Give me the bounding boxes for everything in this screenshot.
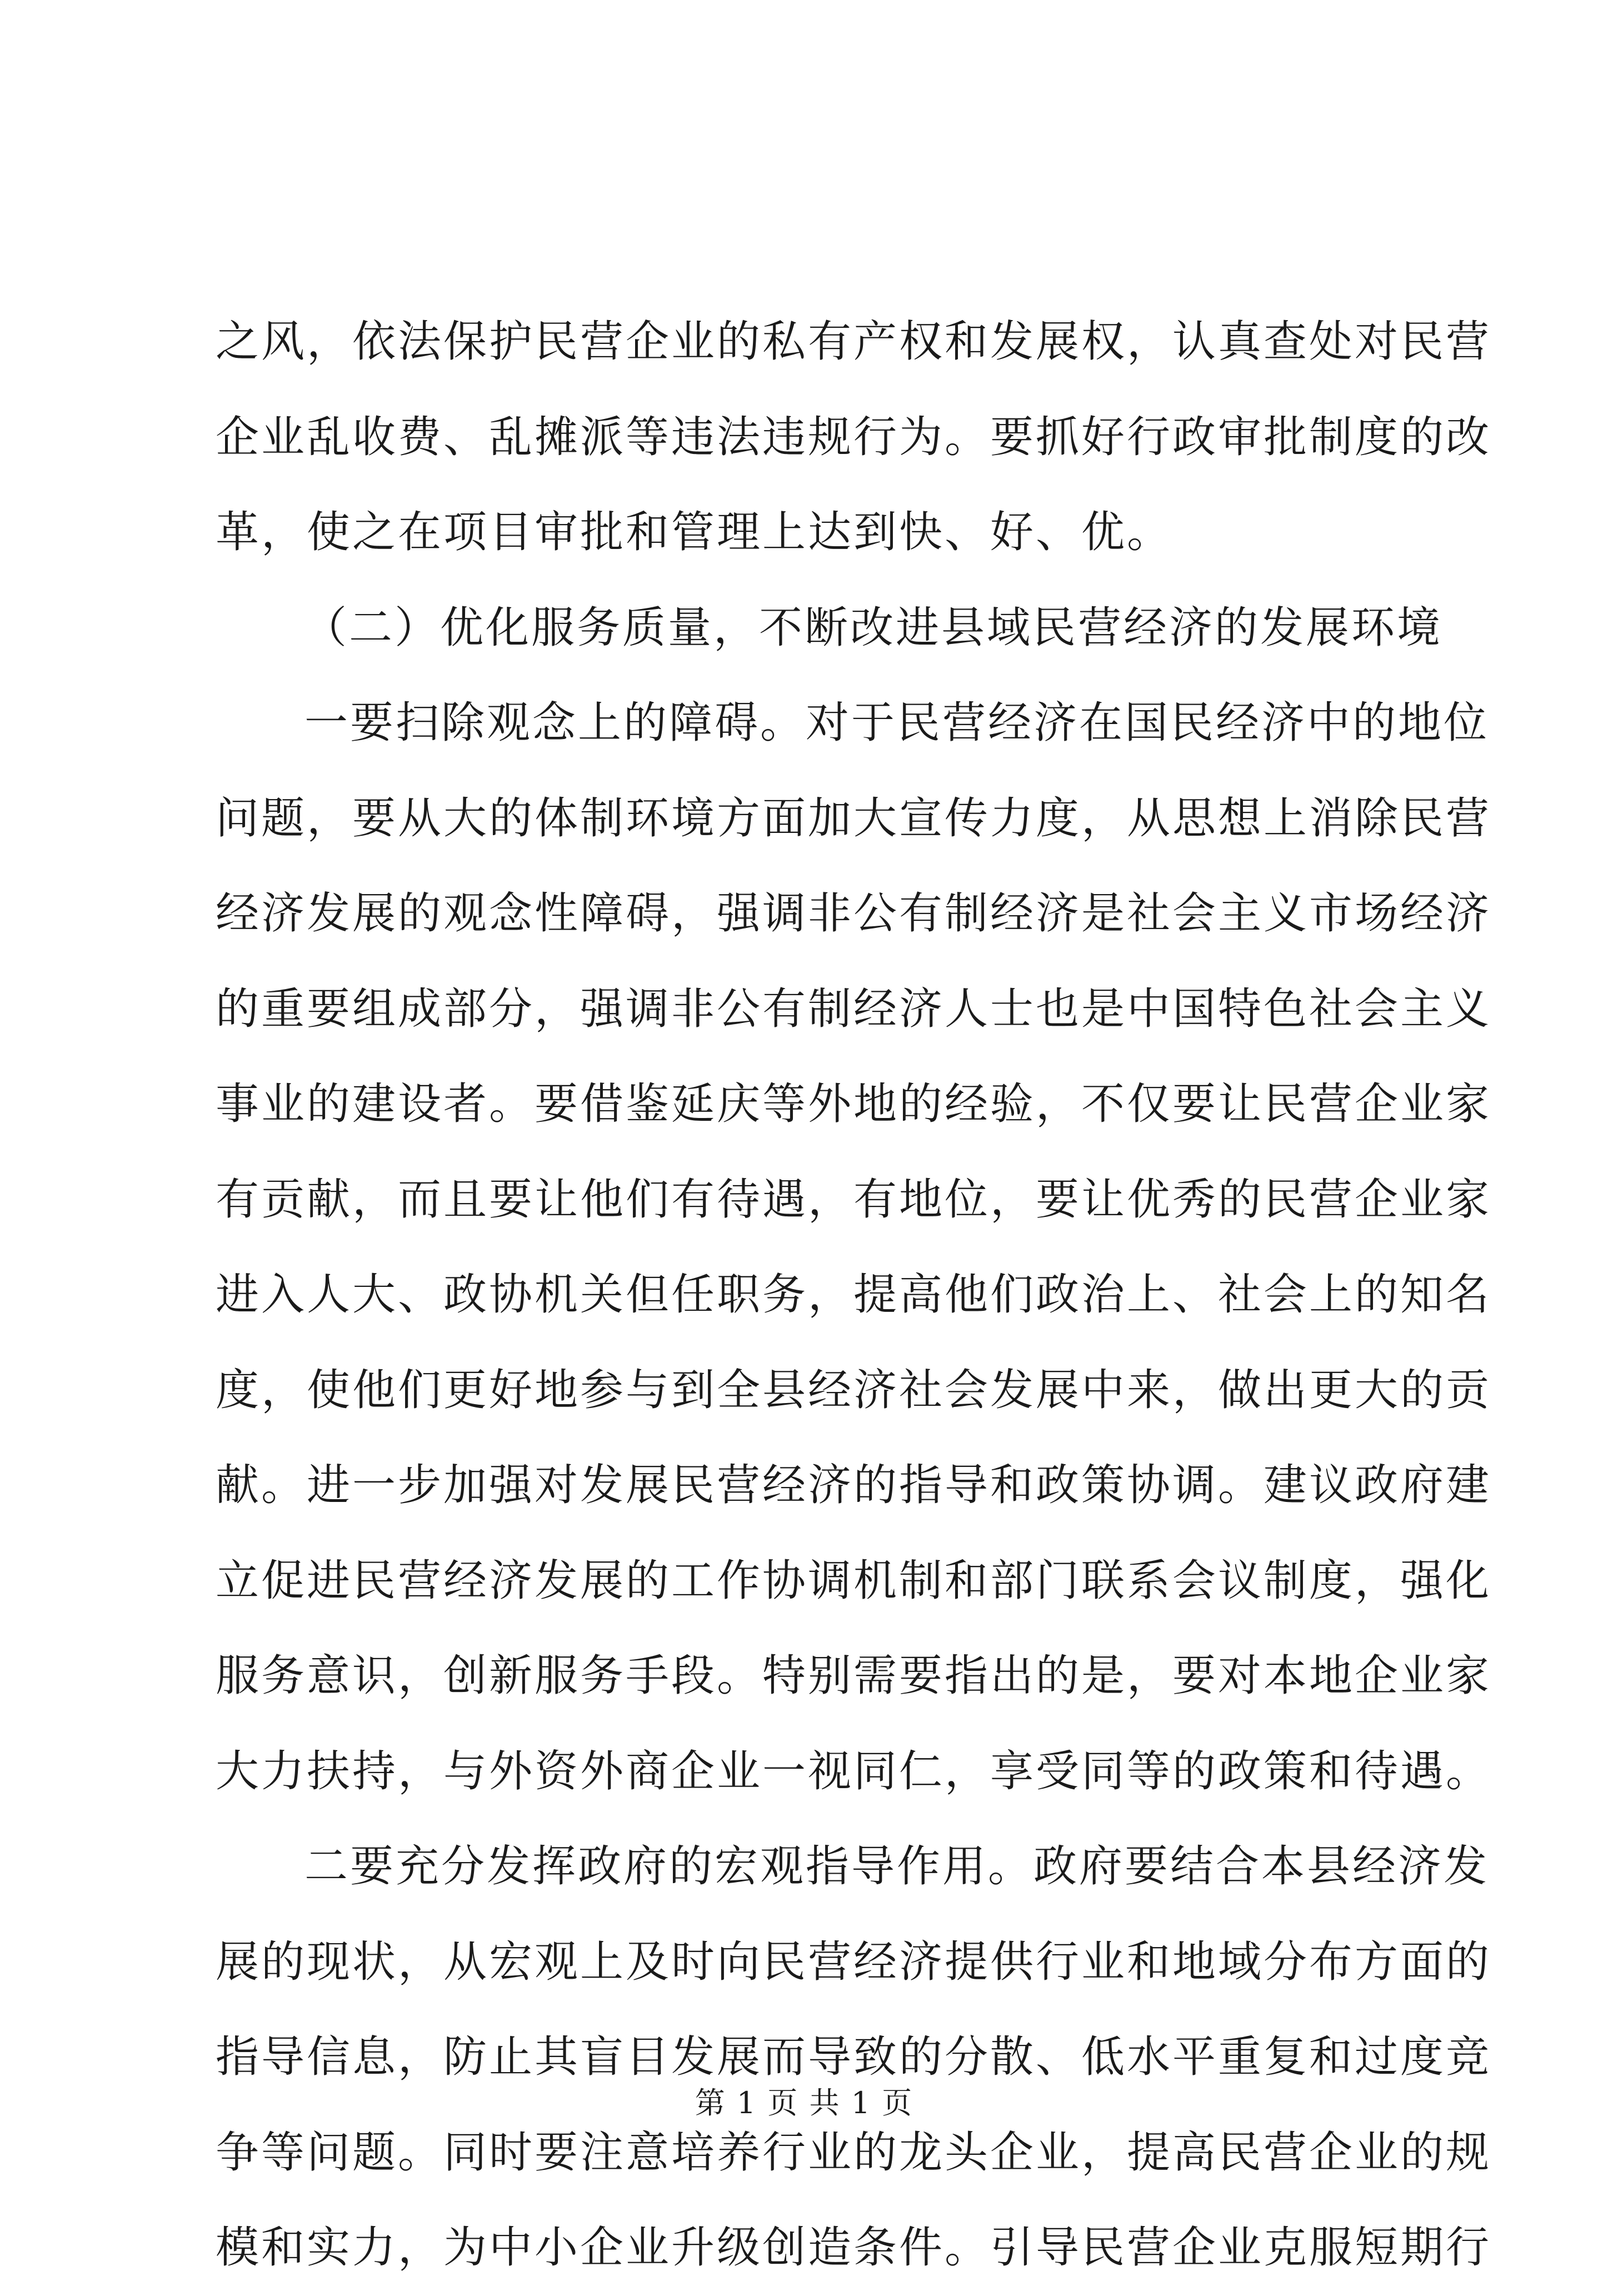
text-line: 之风，依法保护民营企业的私有产权和发展权，认真查处对民营: [216, 317, 1492, 367]
text-line: 经济发展的观念性障碍，强调非公有制经济是社会主义市场经济: [216, 889, 1492, 939]
text-line: 二要充分发挥政府的宏观指导作用。政府要结合本县经济发: [304, 1841, 1490, 1891]
text-line: 革，使之在项目审批和管理上达到快、好、优。: [216, 507, 1173, 557]
section-heading: （二）优化服务质量，不断改进县域民营经济的发展环境: [303, 602, 1443, 653]
text-line: 企业乱收费、乱摊派等违法违规行为。要抓好行政审批制度的改: [216, 412, 1492, 462]
page-number-footer: 第 1 页 共 1 页: [695, 2085, 913, 2120]
text-line: 进入人大、政协机关但任职务，提高他们政治上、社会上的知名: [216, 1270, 1492, 1320]
document-body: [216, 295, 1492, 2296]
text-line: 的重要组成部分，强调非公有制经济人士也是中国特色社会主义: [216, 984, 1492, 1034]
text-line: 服务意识，创新服务手段。特别需要指出的是，要对本地企业家: [216, 1651, 1492, 1701]
text-line: 度，使他们更好地参与到全县经济社会发展中来，做出更大的贡: [216, 1365, 1492, 1415]
text-line: 献。进一步加强对发展民营经济的指导和政策协调。建议政府建: [216, 1460, 1492, 1510]
text-line: 事业的建设者。要借鉴延庆等外地的经验，不仅要让民营企业家: [216, 1079, 1492, 1129]
text-line: 模和实力，为中小企业升级创造条件。引导民营企业克服短期行: [216, 2223, 1492, 2273]
text-line: 指导信息，防止其盲目发展而导致的分散、低水平重复和过度竞: [216, 2032, 1492, 2082]
text-line: 立促进民营经济发展的工作协调机制和部门联系会议制度，强化: [216, 1555, 1492, 1606]
text-line: 展的现状，从宏观上及时向民营经济提供行业和地域分布方面的: [216, 1936, 1492, 1987]
text-line: 一要扫除观念上的障碍。对于民营经济在国民经济中的地位: [304, 698, 1490, 748]
text-line: 大力扶持，与外资外商企业一视同仁，享受同等的政策和待遇。: [216, 1746, 1492, 1796]
text-line: 有贡献，而且要让他们有待遇，有地位，要让优秀的民营企业家: [216, 1174, 1492, 1225]
text-line: 争等问题。同时要注意培养行业的龙头企业，提高民营企业的规: [216, 2127, 1492, 2178]
text-line: 问题，要从大的体制环境方面加大宣传力度，从思想上消除民营: [216, 793, 1492, 843]
